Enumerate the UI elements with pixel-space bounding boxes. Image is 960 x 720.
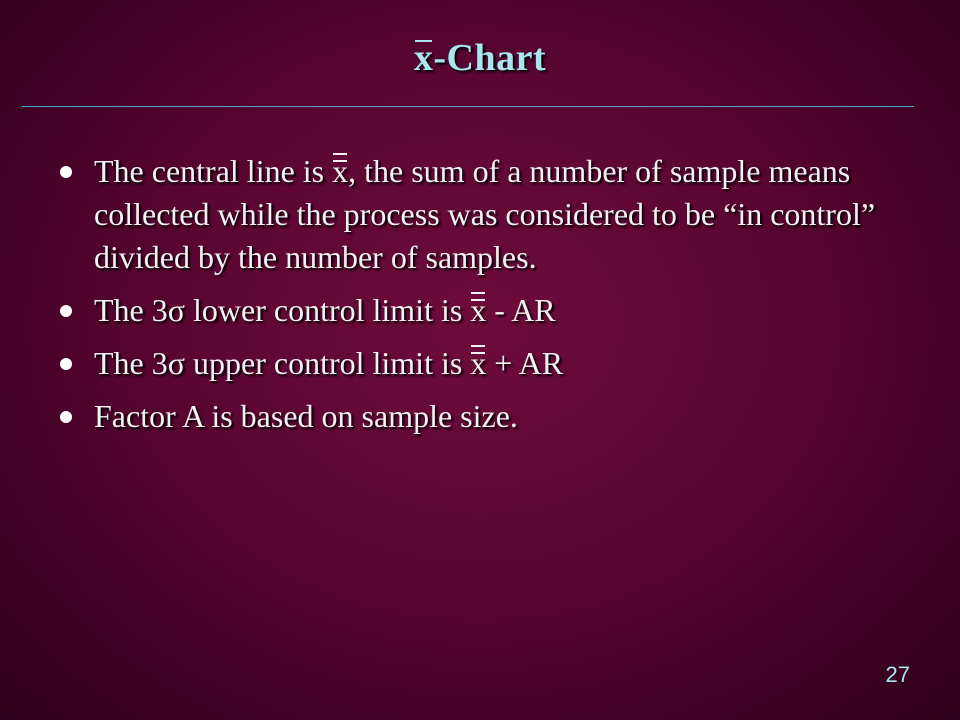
bullet-text: + AR: [486, 345, 564, 381]
page-number: 27: [885, 662, 910, 687]
bullet-text: The 3σ lower control limit is: [94, 292, 471, 328]
bullet-item: [56, 342, 886, 385]
slide-title: [0, 36, 960, 80]
x-bar-symbol: x: [413, 37, 434, 79]
bullet-dot-icon: [60, 411, 72, 423]
bullet-dot-icon: [60, 166, 72, 178]
slide-title-text: -Chart: [433, 37, 547, 79]
bullet-text: The 3σ upper control limit is: [94, 345, 471, 381]
bullet-text: - AR: [486, 292, 556, 328]
title-divider: [22, 106, 914, 107]
bullet-dot-icon: [60, 358, 72, 370]
bullet-text: , the sum of a number of sample means collected while the process was considered to be “in control” divided by the number of samples.: [94, 153, 876, 275]
bullet-text: Factor A is based on sample size.: [94, 398, 518, 434]
bullet-item: [56, 395, 886, 438]
bullet-list: [56, 150, 886, 448]
x-double-bar-symbol: x: [332, 150, 348, 193]
x-double-bar-symbol: x: [470, 342, 486, 385]
bullet-dot-icon: [60, 305, 72, 317]
x-double-bar-symbol: x: [470, 289, 486, 332]
bullet-item: [56, 289, 886, 332]
bullet-item: [56, 150, 886, 279]
bullet-text: The central line is: [94, 153, 333, 189]
